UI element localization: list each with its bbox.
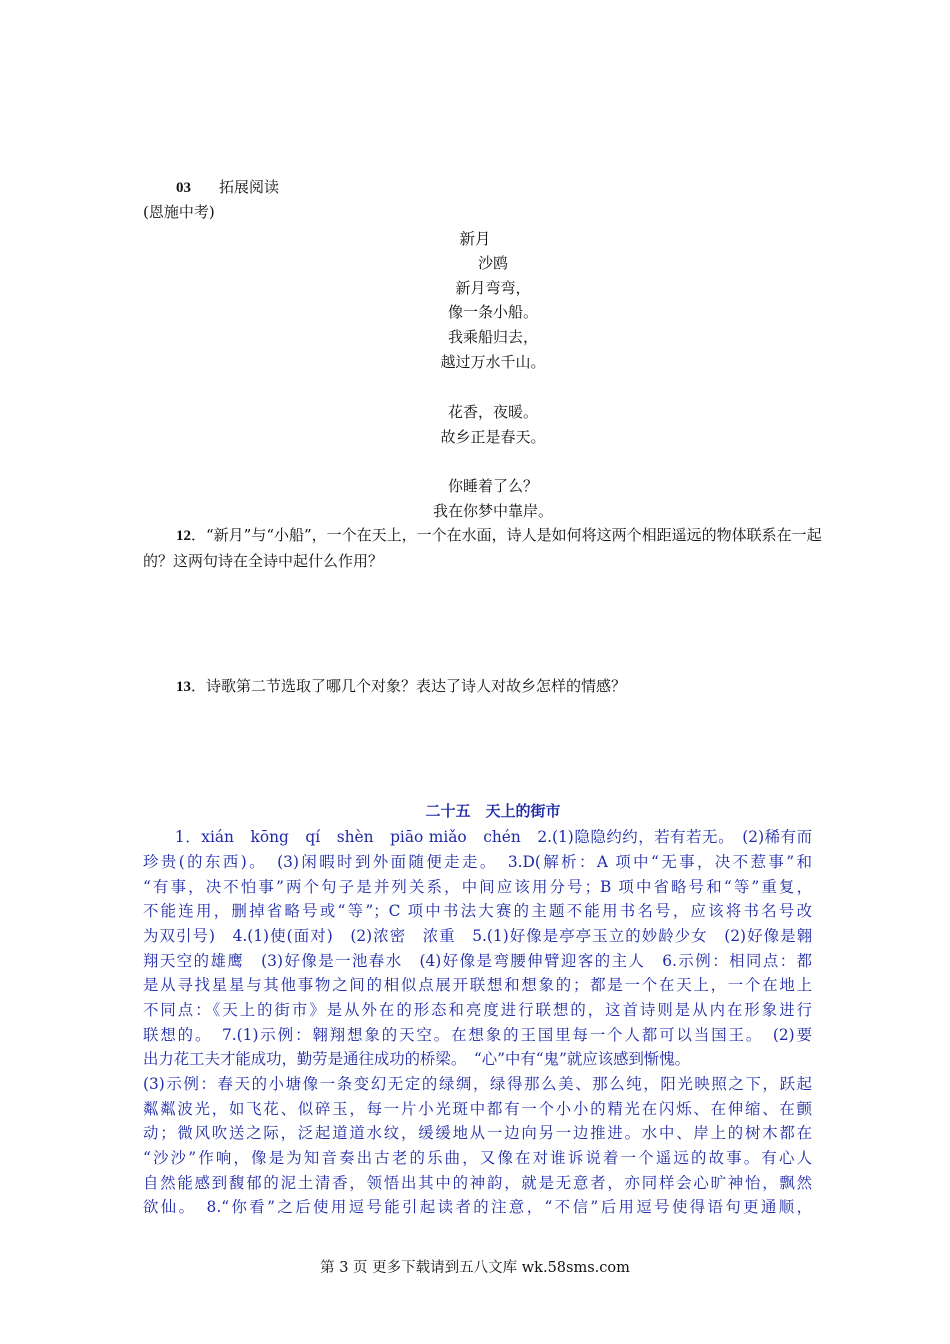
question-number: 12	[176, 528, 191, 544]
answer-line: 联想的。 7.(1)示例：翱翔想象的天空。在想象的王国里每一个人都可以当国王。 (2)要	[143, 1026, 812, 1044]
answer-line: 翔天空的雄鹰 (3)好像是一池春水 (4)好像是弯腰伸臂迎客的主人 6.示例：相同点：都	[143, 952, 812, 970]
question-12	[143, 523, 823, 574]
answer-line: 欲仙。 8.“你看”之后使用逗号能引起读者的注意，“不信”后用逗号使得语句更通顺，	[143, 1198, 812, 1216]
poem-line: 像一条小船。	[447, 303, 538, 321]
answer-line: 出力花工夫才能成功，勤劳是通往成功的桥梁。 “心”中有“鬼”就应该感到惭愧。	[143, 1050, 691, 1068]
answer-line: “沙沙”作响，像是为知音奏出古老的乐曲，又像在对谁诉说着一个遥远的故事。有心人	[143, 1149, 812, 1167]
answer-section-title: 二十五 天上的街市	[425, 802, 561, 820]
answer-line: “有事，决不怕事”两个句子是并列关系，中间应该用分号；B 项中省略号和“等”重复，	[143, 878, 812, 896]
question-13	[143, 674, 823, 700]
poem-line: 你睡着了么？	[447, 477, 538, 495]
poem-author: 沙鸥	[477, 254, 508, 272]
answer-line: 粼粼波光，如飞花、似碎玉，每一片小光斑中都有一个小小的精光在闪烁、在伸缩、在颤	[143, 1100, 812, 1118]
page-footer: 第 3 页 更多下载请到五八文库 wk.58sms.com	[320, 1260, 630, 1276]
question-text: ．“新月”与“小船”，一个在天上，一个在水面，诗人是如何将这两个相距遥远的物体联系在一起的？这两句诗在全诗中起什么作用？	[143, 526, 822, 570]
section-label: 拓展阅读	[219, 178, 280, 196]
answer-line: 是从寻找星星与其他事物之间的相似点展开联想和想象的；都是一个在天上，一个在地上	[143, 976, 812, 994]
question-number: 13	[176, 679, 191, 695]
exam-source: (恩施中考)	[143, 203, 215, 221]
poem-line: 我在你梦中靠岸。	[432, 502, 553, 520]
question-text: ．诗歌第二节选取了哪几个对象？表达了诗人对故乡怎样的情感？	[191, 677, 627, 695]
poem-line: 故乡正是春天。	[440, 428, 546, 446]
answer-line: (3)示例：春天的小塘像一条变幻无定的绿绸，绿得那么美、那么纯，阳光映照之下，跃起	[143, 1075, 812, 1093]
answer-line: 为双引号) 4.(1)使(面对) (2)浓密 浓重 5.(1)好像是亭亭玉立的妙龄少女 (2)好像是翱	[143, 927, 812, 945]
poem-line: 新月弯弯，	[455, 279, 531, 297]
poem-title: 新月	[459, 230, 491, 248]
section-header	[176, 176, 279, 197]
answer-line: 自然能感到馥郁的泥土清香，领悟出其中的神韵，就是无意者，亦同样会心旷神怡，飘然	[143, 1174, 812, 1192]
poem-line: 越过万水千山。	[440, 353, 546, 371]
section-number: 03	[176, 180, 191, 196]
answer-line: 动；微风吹送之际，泛起道道水纹，缓缓地从一边向另一边推进。水中、岸上的树木都在	[143, 1124, 812, 1142]
answer-line: 不同点：《天上的街市》是从外在的形态和亮度进行联想的，这首诗则是从内在形象进行	[143, 1001, 812, 1019]
answer-line: 1．xián kōng qí shèn piāo miǎo chén 2.(1)隐隐约约，若有若无。 (2)稀有而	[143, 828, 812, 846]
answer-line: 珍贵(的东西)。 (3)闲暇时到外面随便走走。 3.D(解析：A 项中“无事，决不惹事”和	[143, 853, 812, 871]
poem-line: 我乘船归去，	[447, 328, 538, 346]
answer-line: 不能连用，删掉省略号或“等”；C 项中书法大赛的主题不能用书名号，应该将书名号改	[143, 902, 812, 920]
poem-line: 花香，夜暖。	[447, 403, 538, 421]
